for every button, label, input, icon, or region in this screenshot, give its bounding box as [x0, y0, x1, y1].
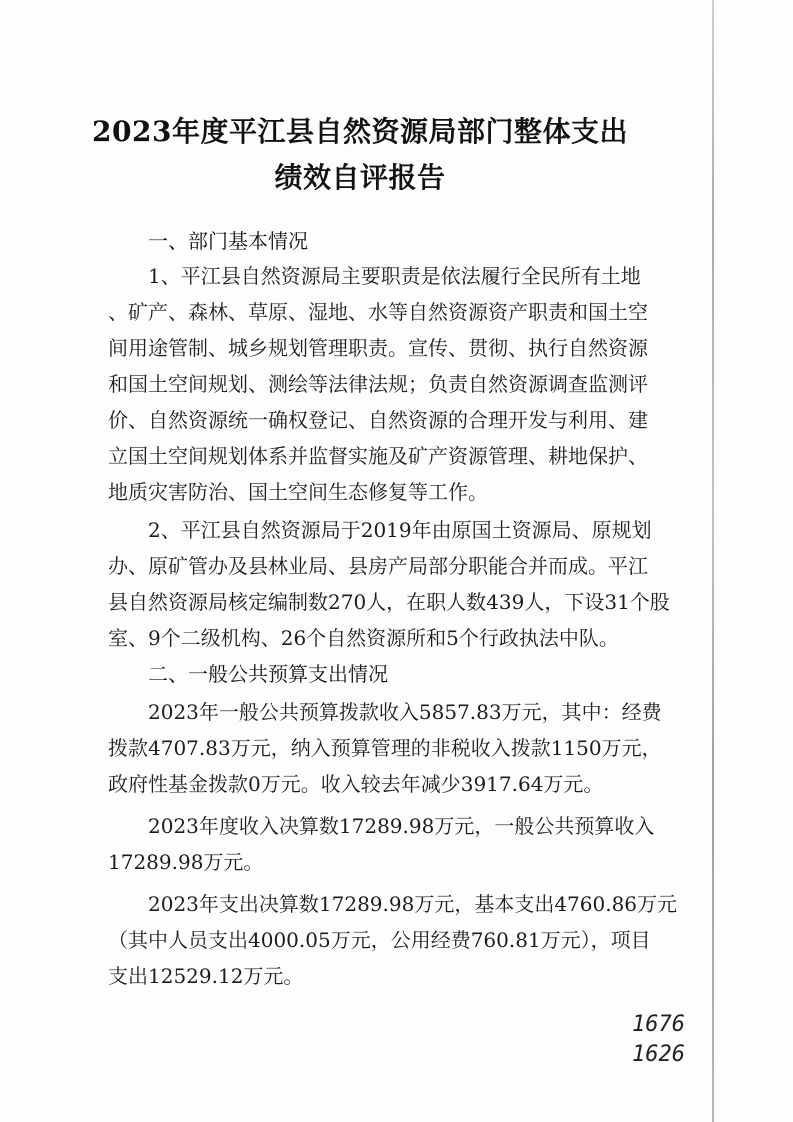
handwritten-page-number: 1676 [632, 1012, 685, 1037]
paragraph-1-line: 和国土空间规划、测绘等法律法规；负责自然资源调查监测评 [108, 372, 648, 396]
paragraph-4-line: 17289.98万元。 [108, 850, 264, 874]
paragraph-1-line: 1、平江县自然资源局主要职责是依法履行全民所有土地 [148, 264, 641, 288]
paragraph-5-line: 支出12529.12万元。 [108, 964, 304, 988]
paragraph-1-line: 间用途管制、城乡规划管理职责。宣传、贯彻、执行自然资源 [108, 336, 648, 360]
paragraph-1-line: 、矿产、森林、草原、湿地、水等自然资源资产职责和国土空 [108, 300, 648, 324]
paragraph-2-line: 室、9个二级机构、26个自然资源所和5个行政执法中队。 [108, 626, 619, 650]
report-title-line-1: 2023年度平江县自然资源局部门整体支出 [92, 115, 628, 148]
paragraph-4-line: 2023年度收入决算数17289.98万元，一般公共预算收入 [148, 814, 655, 838]
paragraph-3-line: 政府性基金拨款0万元。收入较去年减少3917.64万元。 [108, 772, 604, 796]
paragraph-5-line: 2023年支出决算数17289.98万元，基本支出4760.86万元 [148, 892, 678, 916]
paragraph-5-line: （其中人员支出4000.05万元，公用经费760.81万元），项目 [108, 928, 651, 952]
section-heading-budget: 二、一般公共预算支出情况 [148, 662, 388, 686]
paragraph-3-line: 拨款4707.83万元，纳入预算管理的非税收入拨款1150万元， [108, 736, 662, 760]
report-title-line-2: 绩效自评报告 [274, 161, 446, 194]
paragraph-1-line: 立国土空间规划体系并监督实施及矿产资源管理、耕地保护、 [108, 444, 648, 468]
paragraph-1-line: 地质灾害防治、国土空间生态修复等工作。 [108, 480, 488, 504]
handwritten-page-number: 1626 [632, 1042, 685, 1067]
section-heading-basic-info: 一、部门基本情况 [148, 229, 308, 253]
paragraph-2-line: 县自然资源局核定编制数270人，在职人数439人，下设31个股 [108, 590, 670, 614]
paragraph-1-line: 价、自然资源统一确权登记、自然资源的合理开发与利用、建 [108, 408, 648, 432]
paragraph-2-line: 办、原矿管办及县林业局、县房产局部分职能合并而成。平江 [108, 554, 648, 578]
paragraph-2-line: 2、平江县自然资源局于2019年由原国土资源局、原规划 [148, 518, 652, 542]
paragraph-3-line: 2023年一般公共预算拨款收入5857.83万元，其中：经费 [148, 700, 662, 724]
